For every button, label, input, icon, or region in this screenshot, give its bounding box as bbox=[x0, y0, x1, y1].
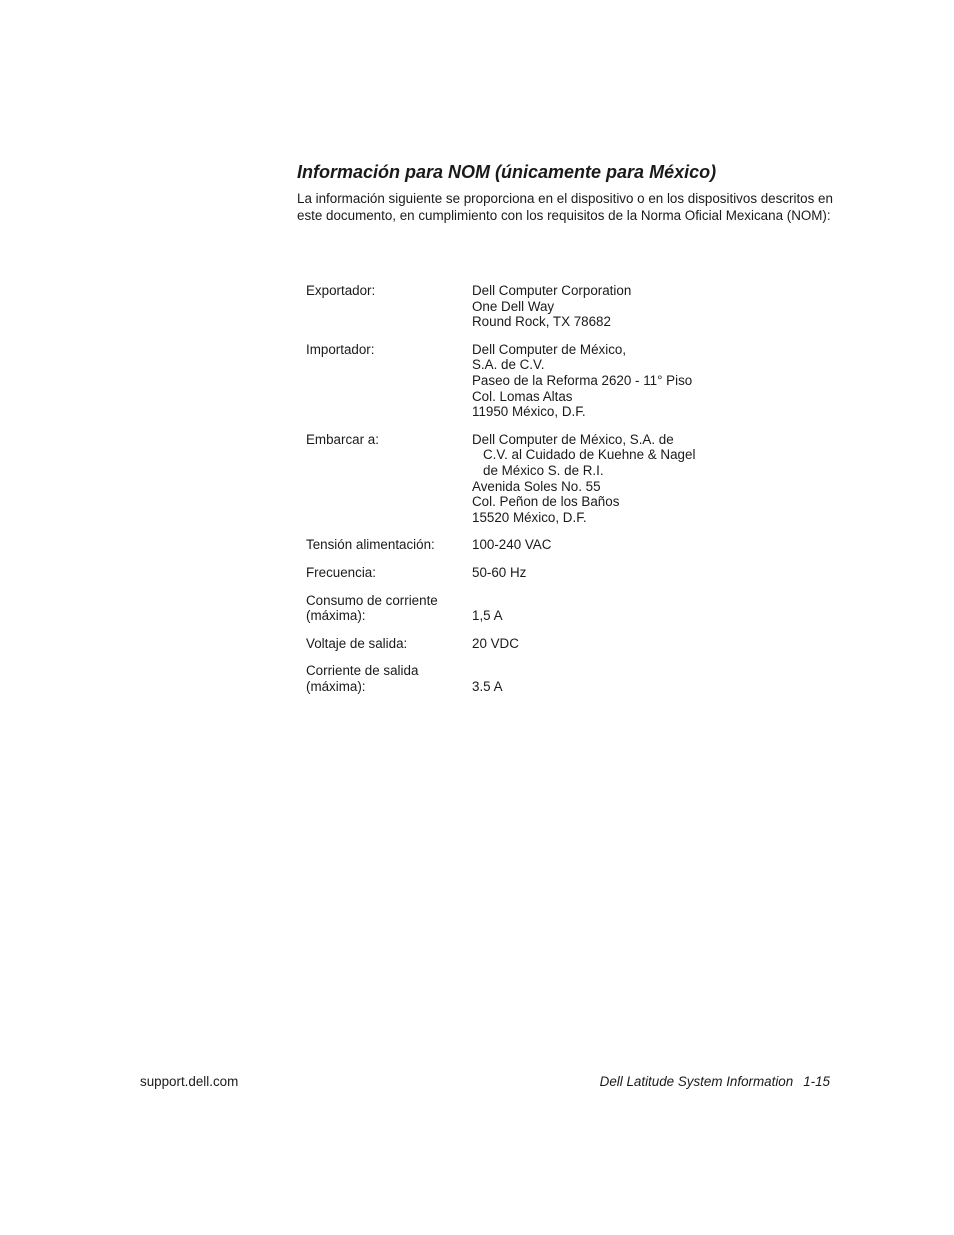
footer-title bbox=[600, 1074, 830, 1089]
spec-value: Dell Computer de México, S.A. de C.V. al Cuidado de Kuehne & Nagel de México S. de R.I. Avenida Soles No. 55 Col. Peñon de los Baños 15520 México, D.F. bbox=[472, 431, 696, 525]
spec-label: Corriente de salida (máxima): bbox=[306, 663, 419, 694]
nom-spec-table bbox=[306, 283, 732, 706]
spec-label: Tensión alimentación: bbox=[306, 537, 435, 553]
spec-value: 100-240 VAC bbox=[472, 537, 552, 553]
spec-label: Importador: bbox=[306, 341, 375, 357]
spec-value: 3.5 A bbox=[472, 678, 503, 694]
spec-row-consumo bbox=[306, 593, 732, 636]
footer-url: support.dell.com bbox=[140, 1074, 239, 1089]
section-heading: Información para NOM (únicamente para México) bbox=[297, 162, 717, 182]
spec-value: Dell Computer Corporation One Dell Way Round Rock, TX 78682 bbox=[472, 283, 632, 330]
footer-doc-title: Dell Latitude System Information bbox=[599, 1074, 794, 1089]
spec-row-frecuencia bbox=[306, 565, 732, 593]
spec-value: Dell Computer de México, S.A. de C.V. Paseo de la Reforma 2620 - 11° Piso Col. Lomas Altas 11950 México, D.F. bbox=[472, 341, 693, 420]
spec-value: 50-60 Hz bbox=[472, 564, 527, 580]
spec-row-tension bbox=[306, 537, 732, 565]
intro-paragraph: La información siguiente se proporciona en el dispositivo o en los dispositivos descritos en este documento, en cumplimiento con los requisitos de la Norma Oficial Mexicana (NOM): bbox=[297, 191, 833, 223]
spec-value: 1,5 A bbox=[472, 608, 503, 624]
spec-label: Frecuencia: bbox=[306, 564, 376, 580]
spec-label: Voltaje de salida: bbox=[306, 635, 408, 651]
spec-value: 20 VDC bbox=[472, 635, 519, 651]
spec-row-importador bbox=[306, 342, 732, 432]
page-number: 1-15 bbox=[803, 1074, 830, 1089]
spec-row-corriente bbox=[306, 663, 732, 706]
spec-label: Embarcar a: bbox=[306, 431, 379, 447]
spec-row-embarcar bbox=[306, 432, 732, 538]
spec-row-voltaje bbox=[306, 636, 732, 664]
spec-row-exportador bbox=[306, 283, 732, 342]
spec-label: Consumo de corriente (máxima): bbox=[306, 592, 438, 624]
spec-label: Exportador: bbox=[306, 283, 376, 298]
